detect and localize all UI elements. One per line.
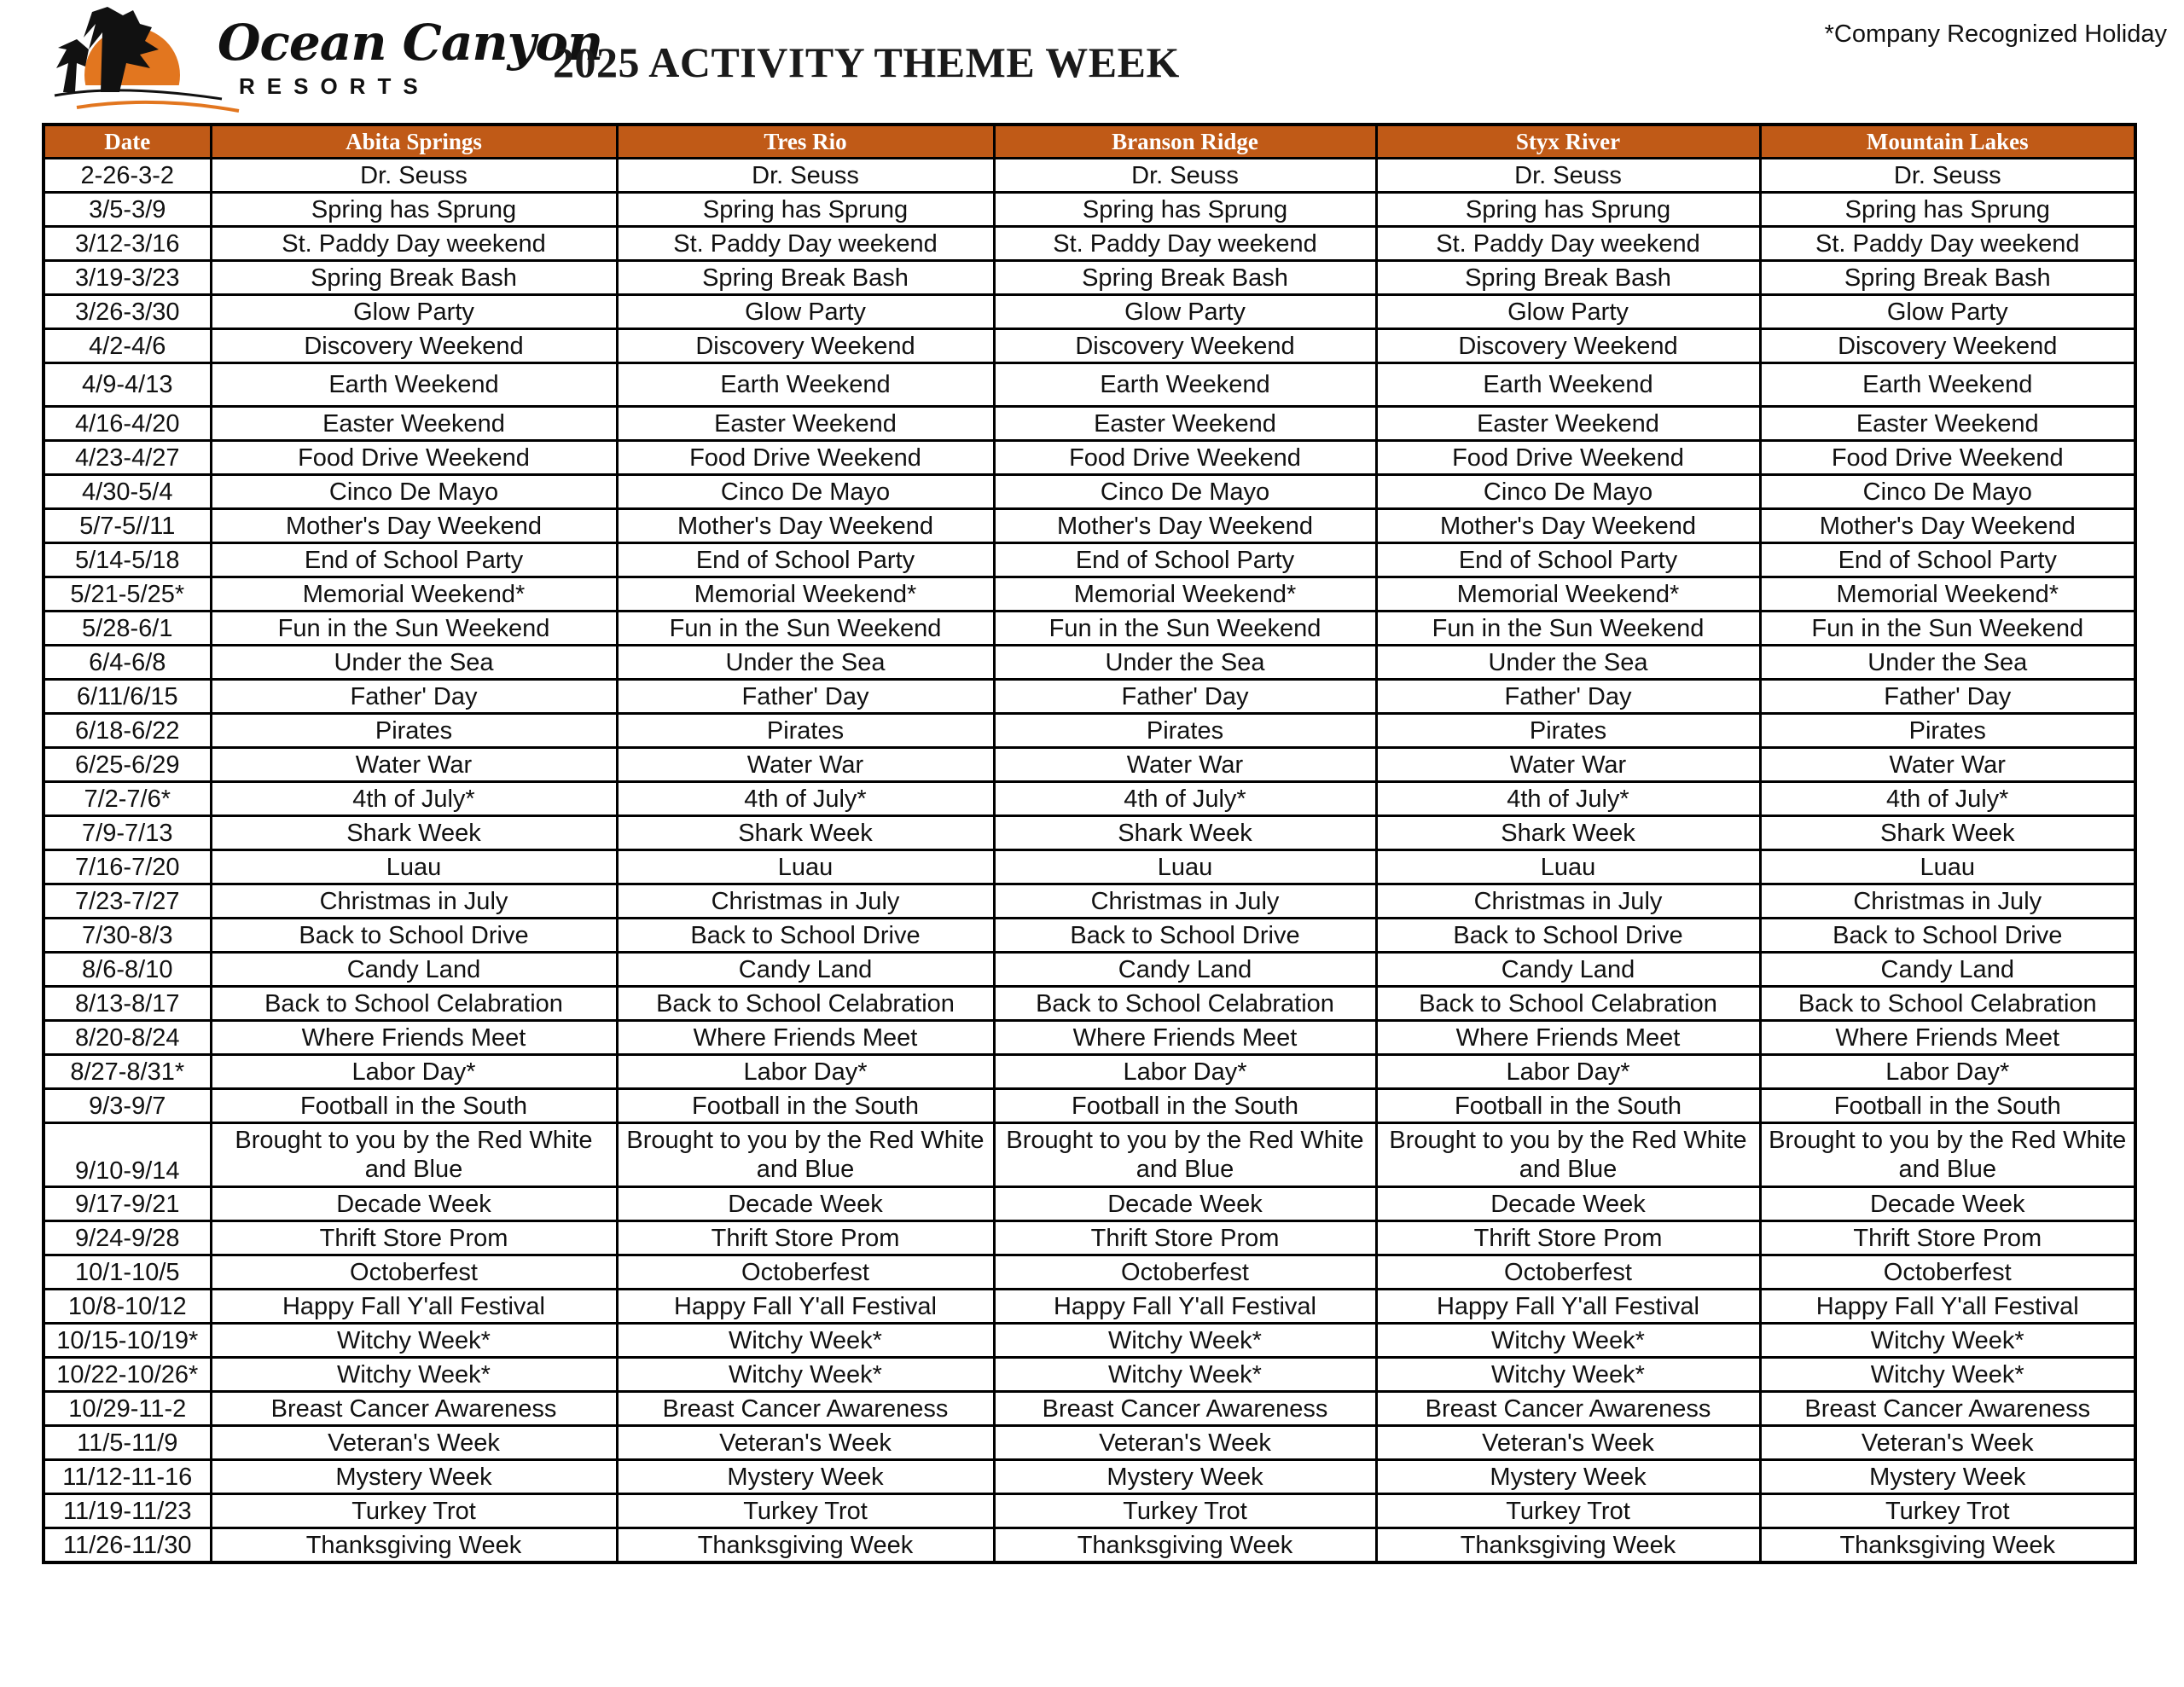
theme-cell-branson-ridge: Water War [994,748,1376,782]
theme-cell-branson-ridge: Food Drive Weekend [994,441,1376,475]
theme-cell-mountain-lakes: Cinco De Mayo [1760,475,2135,509]
column-header-tres-rio: Tres Rio [617,125,994,159]
theme-cell-branson-ridge: Easter Weekend [994,407,1376,441]
date-cell: 4/30-5/4 [44,475,211,509]
table-row [44,295,2135,329]
column-header-date: Date [44,125,211,159]
theme-cell-styx-river: Decade Week [1376,1187,1760,1221]
theme-cell-mountain-lakes: Where Friends Meet [1760,1021,2135,1055]
theme-cell-abita-springs: Fun in the Sun Weekend [211,612,617,646]
date-cell: 7/23-7/27 [44,884,211,919]
theme-cell-branson-ridge: St. Paddy Day weekend [994,227,1376,261]
theme-cell-branson-ridge: Earth Weekend [994,363,1376,407]
table-row [44,363,2135,407]
table-row [44,1290,2135,1324]
theme-cell-tres-rio: Cinco De Mayo [617,475,994,509]
theme-cell-styx-river: Fun in the Sun Weekend [1376,612,1760,646]
theme-cell-mountain-lakes: Under the Sea [1760,646,2135,680]
theme-cell-tres-rio: Under the Sea [617,646,994,680]
date-cell: 10/1-10/5 [44,1255,211,1290]
theme-cell-branson-ridge: Labor Day* [994,1055,1376,1089]
table-row [44,884,2135,919]
theme-cell-styx-river: Shark Week [1376,816,1760,850]
theme-cell-styx-river: Turkey Trot [1376,1494,1760,1528]
theme-cell-tres-rio: Spring has Sprung [617,193,994,227]
theme-cell-abita-springs: Thrift Store Prom [211,1221,617,1255]
theme-cell-tres-rio: Pirates [617,714,994,748]
holiday-legend: *Company Recognized Holiday [1824,20,2167,48]
brand-name: Ocean Canyon [218,14,603,72]
theme-cell-abita-springs: Happy Fall Y'all Festival [211,1290,617,1324]
theme-cell-abita-springs: Water War [211,748,617,782]
theme-cell-mountain-lakes: Mystery Week [1760,1460,2135,1494]
theme-cell-styx-river: Mother's Day Weekend [1376,509,1760,543]
theme-cell-abita-springs: St. Paddy Day weekend [211,227,617,261]
theme-cell-abita-springs: Witchy Week* [211,1324,617,1358]
table-row [44,612,2135,646]
theme-cell-mountain-lakes: 4th of July* [1760,782,2135,816]
theme-cell-tres-rio: Dr. Seuss [617,159,994,193]
table-row [44,919,2135,953]
theme-cell-tres-rio: Football in the South [617,1089,994,1123]
table-row [44,1021,2135,1055]
theme-cell-branson-ridge: Breast Cancer Awareness [994,1392,1376,1426]
theme-cell-styx-river: Pirates [1376,714,1760,748]
theme-cell-tres-rio: Earth Weekend [617,363,994,407]
theme-cell-abita-springs: Father' Day [211,680,617,714]
theme-cell-tres-rio: Brought to you by the Red White and Blue [617,1123,994,1187]
theme-cell-mountain-lakes: St. Paddy Day weekend [1760,227,2135,261]
theme-cell-branson-ridge: Dr. Seuss [994,159,1376,193]
theme-cell-abita-springs: Earth Weekend [211,363,617,407]
date-cell: 6/11/6/15 [44,680,211,714]
date-cell: 11/5-11/9 [44,1426,211,1460]
theme-cell-styx-river: Easter Weekend [1376,407,1760,441]
theme-cell-mountain-lakes: Dr. Seuss [1760,159,2135,193]
theme-cell-styx-river: Back to School Celabration [1376,987,1760,1021]
date-cell: 10/15-10/19* [44,1324,211,1358]
theme-cell-tres-rio: Spring Break Bash [617,261,994,295]
theme-cell-styx-river: St. Paddy Day weekend [1376,227,1760,261]
theme-cell-mountain-lakes: Happy Fall Y'all Festival [1760,1290,2135,1324]
page-title: 2025 ACTIVITY THEME WEEK [553,38,1180,86]
table-row [44,748,2135,782]
theme-cell-styx-river: Labor Day* [1376,1055,1760,1089]
theme-cell-tres-rio: Turkey Trot [617,1494,994,1528]
theme-cell-branson-ridge: Thrift Store Prom [994,1221,1376,1255]
table-row [44,543,2135,577]
theme-cell-abita-springs: Back to School Celabration [211,987,617,1021]
theme-cell-mountain-lakes: Labor Day* [1760,1055,2135,1089]
date-cell: 9/10-9/14 [44,1123,211,1187]
theme-cell-mountain-lakes: Pirates [1760,714,2135,748]
theme-cell-styx-river: End of School Party [1376,543,1760,577]
theme-cell-styx-river: Discovery Weekend [1376,329,1760,363]
date-cell: 3/19-3/23 [44,261,211,295]
theme-cell-abita-springs: Where Friends Meet [211,1021,617,1055]
column-header-abita-springs: Abita Springs [211,125,617,159]
theme-cell-mountain-lakes: Witchy Week* [1760,1358,2135,1392]
theme-cell-branson-ridge: Turkey Trot [994,1494,1376,1528]
theme-cell-styx-river: Brought to you by the Red White and Blue [1376,1123,1760,1187]
theme-cell-tres-rio: Fun in the Sun Weekend [617,612,994,646]
date-cell: 5/21-5/25* [44,577,211,612]
theme-cell-abita-springs: Food Drive Weekend [211,441,617,475]
theme-cell-abita-springs: Turkey Trot [211,1494,617,1528]
date-cell: 8/20-8/24 [44,1021,211,1055]
theme-week-table [42,123,2137,1564]
table-row [44,577,2135,612]
date-cell: 2-26-3-2 [44,159,211,193]
theme-cell-tres-rio: Father' Day [617,680,994,714]
theme-cell-tres-rio: Food Drive Weekend [617,441,994,475]
theme-cell-styx-river: Witchy Week* [1376,1358,1760,1392]
theme-cell-styx-river: Father' Day [1376,680,1760,714]
table-row [44,329,2135,363]
date-cell: 6/4-6/8 [44,646,211,680]
theme-cell-mountain-lakes: Shark Week [1760,816,2135,850]
table-header-row [44,125,2135,159]
date-cell: 5/28-6/1 [44,612,211,646]
theme-cell-branson-ridge: Football in the South [994,1089,1376,1123]
theme-cell-abita-springs: 4th of July* [211,782,617,816]
theme-cell-tres-rio: Decade Week [617,1187,994,1221]
theme-cell-abita-springs: Labor Day* [211,1055,617,1089]
theme-cell-tres-rio: St. Paddy Day weekend [617,227,994,261]
theme-cell-branson-ridge: Back to School Drive [994,919,1376,953]
table-row [44,850,2135,884]
theme-cell-tres-rio: Witchy Week* [617,1358,994,1392]
theme-cell-abita-springs: Dr. Seuss [211,159,617,193]
theme-cell-branson-ridge: Under the Sea [994,646,1376,680]
theme-cell-branson-ridge: Mystery Week [994,1460,1376,1494]
theme-cell-tres-rio: Thrift Store Prom [617,1221,994,1255]
theme-cell-mountain-lakes: Memorial Weekend* [1760,577,2135,612]
theme-cell-mountain-lakes: Decade Week [1760,1187,2135,1221]
table-row [44,1055,2135,1089]
column-header-mountain-lakes: Mountain Lakes [1760,125,2135,159]
table-row [44,475,2135,509]
theme-cell-abita-springs: Spring has Sprung [211,193,617,227]
theme-cell-tres-rio: Memorial Weekend* [617,577,994,612]
theme-cell-mountain-lakes: Brought to you by the Red White and Blue [1760,1123,2135,1187]
theme-cell-mountain-lakes: Spring Break Bash [1760,261,2135,295]
table-row [44,1255,2135,1290]
theme-cell-styx-river: Food Drive Weekend [1376,441,1760,475]
theme-cell-styx-river: Candy Land [1376,953,1760,987]
theme-cell-tres-rio: Water War [617,748,994,782]
theme-cell-abita-springs: Octoberfest [211,1255,617,1290]
table-row [44,1528,2135,1563]
table-row [44,987,2135,1021]
theme-cell-abita-springs: Breast Cancer Awareness [211,1392,617,1426]
table-row [44,1392,2135,1426]
column-header-branson-ridge: Branson Ridge [994,125,1376,159]
theme-cell-abita-springs: Glow Party [211,295,617,329]
theme-cell-abita-springs: Cinco De Mayo [211,475,617,509]
theme-cell-mountain-lakes: Spring has Sprung [1760,193,2135,227]
theme-cell-branson-ridge: Cinco De Mayo [994,475,1376,509]
date-cell: 9/3-9/7 [44,1089,211,1123]
table-row [44,1089,2135,1123]
theme-cell-abita-springs: Mother's Day Weekend [211,509,617,543]
theme-cell-mountain-lakes: Candy Land [1760,953,2135,987]
theme-cell-tres-rio: Christmas in July [617,884,994,919]
theme-cell-mountain-lakes: Water War [1760,748,2135,782]
theme-cell-mountain-lakes: Fun in the Sun Weekend [1760,612,2135,646]
date-cell: 3/12-3/16 [44,227,211,261]
theme-cell-mountain-lakes: Discovery Weekend [1760,329,2135,363]
theme-cell-abita-springs: Mystery Week [211,1460,617,1494]
table-row [44,407,2135,441]
theme-cell-branson-ridge: Decade Week [994,1187,1376,1221]
table-row [44,1324,2135,1358]
theme-cell-tres-rio: Mystery Week [617,1460,994,1494]
theme-cell-styx-river: Happy Fall Y'all Festival [1376,1290,1760,1324]
theme-cell-abita-springs: Shark Week [211,816,617,850]
theme-cell-branson-ridge: 4th of July* [994,782,1376,816]
table-row [44,680,2135,714]
date-cell: 4/9-4/13 [44,363,211,407]
theme-cell-branson-ridge: Discovery Weekend [994,329,1376,363]
theme-cell-mountain-lakes: Back to School Celabration [1760,987,2135,1021]
table-row [44,227,2135,261]
date-cell: 11/26-11/30 [44,1528,211,1563]
table-row [44,261,2135,295]
theme-cell-branson-ridge: Shark Week [994,816,1376,850]
theme-cell-mountain-lakes: Thanksgiving Week [1760,1528,2135,1563]
table-row [44,1358,2135,1392]
theme-cell-branson-ridge: Veteran's Week [994,1426,1376,1460]
table-row [44,1494,2135,1528]
theme-cell-mountain-lakes: Veteran's Week [1760,1426,2135,1460]
theme-cell-abita-springs: Memorial Weekend* [211,577,617,612]
theme-cell-abita-springs: Candy Land [211,953,617,987]
table-row [44,509,2135,543]
table-row [44,816,2135,850]
theme-cell-mountain-lakes: End of School Party [1760,543,2135,577]
theme-cell-styx-river: Witchy Week* [1376,1324,1760,1358]
theme-cell-abita-springs: Back to School Drive [211,919,617,953]
theme-cell-tres-rio: End of School Party [617,543,994,577]
theme-cell-mountain-lakes: Back to School Drive [1760,919,2135,953]
theme-cell-tres-rio: Shark Week [617,816,994,850]
theme-cell-styx-river: Where Friends Meet [1376,1021,1760,1055]
theme-cell-branson-ridge: Brought to you by the Red White and Blue [994,1123,1376,1187]
resort-logo [51,7,603,116]
date-cell: 11/19-11/23 [44,1494,211,1528]
theme-cell-styx-river: Mystery Week [1376,1460,1760,1494]
theme-cell-styx-river: Football in the South [1376,1089,1760,1123]
theme-cell-branson-ridge: Thanksgiving Week [994,1528,1376,1563]
theme-cell-tres-rio: Labor Day* [617,1055,994,1089]
theme-cell-abita-springs: End of School Party [211,543,617,577]
theme-cell-branson-ridge: Glow Party [994,295,1376,329]
date-cell: 11/12-11-16 [44,1460,211,1494]
theme-cell-branson-ridge: Christmas in July [994,884,1376,919]
date-cell: 7/9-7/13 [44,816,211,850]
theme-cell-styx-river: Water War [1376,748,1760,782]
theme-cell-tres-rio: Back to School Drive [617,919,994,953]
table-body [44,159,2135,1563]
theme-cell-styx-river: Cinco De Mayo [1376,475,1760,509]
theme-cell-tres-rio: Witchy Week* [617,1324,994,1358]
theme-cell-mountain-lakes: Mother's Day Weekend [1760,509,2135,543]
date-cell: 9/17-9/21 [44,1187,211,1221]
theme-cell-tres-rio: Breast Cancer Awareness [617,1392,994,1426]
date-cell: 4/23-4/27 [44,441,211,475]
theme-cell-abita-springs: Football in the South [211,1089,617,1123]
theme-cell-branson-ridge: Octoberfest [994,1255,1376,1290]
table-row [44,441,2135,475]
theme-cell-tres-rio: Where Friends Meet [617,1021,994,1055]
theme-cell-branson-ridge: Where Friends Meet [994,1021,1376,1055]
table-row [44,1426,2135,1460]
theme-cell-abita-springs: Witchy Week* [211,1358,617,1392]
table-row [44,782,2135,816]
theme-cell-abita-springs: Discovery Weekend [211,329,617,363]
date-cell: 5/7-5//11 [44,509,211,543]
theme-cell-mountain-lakes: Football in the South [1760,1089,2135,1123]
date-cell: 6/18-6/22 [44,714,211,748]
theme-cell-mountain-lakes: Breast Cancer Awareness [1760,1392,2135,1426]
theme-cell-branson-ridge: Spring Break Bash [994,261,1376,295]
table-row [44,1187,2135,1221]
date-cell: 3/26-3/30 [44,295,211,329]
theme-cell-styx-river: Octoberfest [1376,1255,1760,1290]
theme-cell-branson-ridge: Happy Fall Y'all Festival [994,1290,1376,1324]
theme-cell-branson-ridge: End of School Party [994,543,1376,577]
theme-cell-styx-river: Thrift Store Prom [1376,1221,1760,1255]
date-cell: 7/16-7/20 [44,850,211,884]
theme-cell-mountain-lakes: Thrift Store Prom [1760,1221,2135,1255]
table-row [44,646,2135,680]
theme-cell-styx-river: Thanksgiving Week [1376,1528,1760,1563]
date-cell: 8/13-8/17 [44,987,211,1021]
theme-cell-mountain-lakes: Food Drive Weekend [1760,441,2135,475]
theme-cell-styx-river: Spring Break Bash [1376,261,1760,295]
theme-cell-abita-springs: Brought to you by the Red White and Blue [211,1123,617,1187]
theme-cell-mountain-lakes: Christmas in July [1760,884,2135,919]
table-row [44,714,2135,748]
theme-cell-styx-river: Under the Sea [1376,646,1760,680]
date-cell: 6/25-6/29 [44,748,211,782]
date-cell: 10/29-11-2 [44,1392,211,1426]
theme-cell-mountain-lakes: Octoberfest [1760,1255,2135,1290]
theme-cell-tres-rio: 4th of July* [617,782,994,816]
table-row [44,1123,2135,1187]
theme-cell-tres-rio: Veteran's Week [617,1426,994,1460]
date-cell: 10/22-10/26* [44,1358,211,1392]
theme-cell-branson-ridge: Luau [994,850,1376,884]
theme-cell-abita-springs: Under the Sea [211,646,617,680]
theme-cell-styx-river: 4th of July* [1376,782,1760,816]
theme-cell-tres-rio: Back to School Celabration [617,987,994,1021]
theme-cell-tres-rio: Glow Party [617,295,994,329]
table-row [44,953,2135,987]
theme-cell-branson-ridge: Back to School Celabration [994,987,1376,1021]
table-row [44,159,2135,193]
theme-cell-mountain-lakes: Glow Party [1760,295,2135,329]
theme-cell-styx-river: Earth Weekend [1376,363,1760,407]
theme-cell-mountain-lakes: Witchy Week* [1760,1324,2135,1358]
theme-cell-mountain-lakes: Father' Day [1760,680,2135,714]
theme-cell-styx-river: Spring has Sprung [1376,193,1760,227]
theme-cell-tres-rio: Happy Fall Y'all Festival [617,1290,994,1324]
theme-cell-styx-river: Christmas in July [1376,884,1760,919]
brand-subtitle: RESORTS [239,73,430,99]
column-header-styx-river: Styx River [1376,125,1760,159]
theme-cell-tres-rio: Luau [617,850,994,884]
theme-cell-styx-river: Back to School Drive [1376,919,1760,953]
date-cell: 9/24-9/28 [44,1221,211,1255]
date-cell: 4/16-4/20 [44,407,211,441]
theme-cell-branson-ridge: Mother's Day Weekend [994,509,1376,543]
theme-cell-tres-rio: Thanksgiving Week [617,1528,994,1563]
date-cell: 7/30-8/3 [44,919,211,953]
theme-cell-mountain-lakes: Earth Weekend [1760,363,2135,407]
theme-cell-abita-springs: Veteran's Week [211,1426,617,1460]
theme-cell-mountain-lakes: Turkey Trot [1760,1494,2135,1528]
table-row [44,1221,2135,1255]
date-cell: 7/2-7/6* [44,782,211,816]
theme-cell-styx-river: Luau [1376,850,1760,884]
theme-cell-branson-ridge: Spring has Sprung [994,193,1376,227]
theme-cell-abita-springs: Thanksgiving Week [211,1528,617,1563]
theme-cell-styx-river: Breast Cancer Awareness [1376,1392,1760,1426]
theme-cell-abita-springs: Luau [211,850,617,884]
theme-cell-branson-ridge: Witchy Week* [994,1324,1376,1358]
theme-cell-branson-ridge: Witchy Week* [994,1358,1376,1392]
theme-cell-abita-springs: Pirates [211,714,617,748]
theme-cell-tres-rio: Octoberfest [617,1255,994,1290]
date-cell: 8/27-8/31* [44,1055,211,1089]
theme-cell-abita-springs: Decade Week [211,1187,617,1221]
date-cell: 10/8-10/12 [44,1290,211,1324]
theme-cell-tres-rio: Discovery Weekend [617,329,994,363]
theme-cell-abita-springs: Easter Weekend [211,407,617,441]
table-row [44,193,2135,227]
theme-cell-mountain-lakes: Luau [1760,850,2135,884]
theme-cell-tres-rio: Easter Weekend [617,407,994,441]
theme-cell-branson-ridge: Fun in the Sun Weekend [994,612,1376,646]
date-cell: 8/6-8/10 [44,953,211,987]
theme-cell-tres-rio: Candy Land [617,953,994,987]
date-cell: 5/14-5/18 [44,543,211,577]
theme-cell-styx-river: Dr. Seuss [1376,159,1760,193]
theme-cell-styx-river: Veteran's Week [1376,1426,1760,1460]
theme-cell-branson-ridge: Father' Day [994,680,1376,714]
theme-cell-mountain-lakes: Easter Weekend [1760,407,2135,441]
theme-cell-branson-ridge: Candy Land [994,953,1376,987]
table-row [44,1460,2135,1494]
date-cell: 4/2-4/6 [44,329,211,363]
theme-cell-tres-rio: Mother's Day Weekend [617,509,994,543]
date-cell: 3/5-3/9 [44,193,211,227]
theme-cell-abita-springs: Christmas in July [211,884,617,919]
theme-cell-styx-river: Glow Party [1376,295,1760,329]
theme-cell-abita-springs: Spring Break Bash [211,261,617,295]
theme-cell-branson-ridge: Memorial Weekend* [994,577,1376,612]
theme-cell-styx-river: Memorial Weekend* [1376,577,1760,612]
theme-cell-branson-ridge: Pirates [994,714,1376,748]
